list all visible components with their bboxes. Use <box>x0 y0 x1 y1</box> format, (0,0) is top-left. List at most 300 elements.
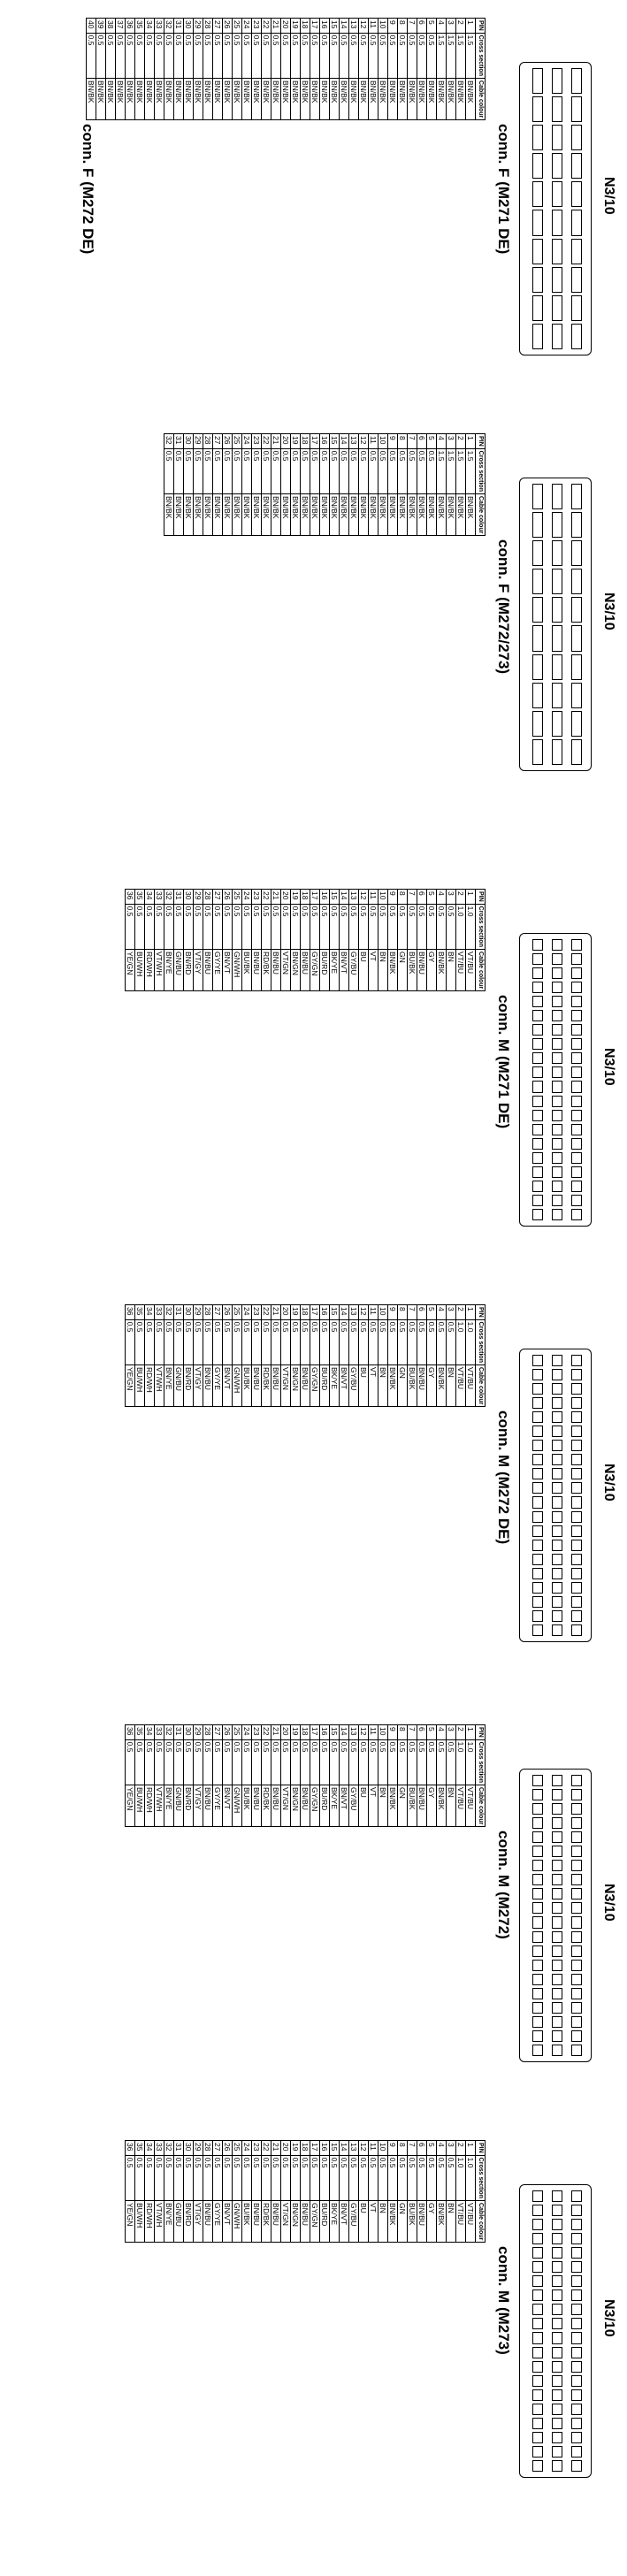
table-cell: 0.5 <box>340 448 349 493</box>
table-row <box>398 1305 408 1407</box>
pin-row <box>571 484 582 765</box>
table-cell: 0.5 <box>320 1739 330 1785</box>
table-row <box>213 2141 223 2243</box>
pin-socket <box>532 1831 543 1843</box>
table-cell: 0.5 <box>262 904 271 949</box>
table-cell: 21 <box>271 434 281 449</box>
table-cell: BN/BU <box>271 949 281 990</box>
table-row <box>242 890 252 991</box>
table-cell: BN <box>447 1364 456 1406</box>
pin-socket <box>532 2460 543 2472</box>
table-cell: 26 <box>223 2141 233 2156</box>
column-header: Cable colour <box>476 1364 486 1406</box>
table-cell: VT/GY <box>194 949 203 990</box>
table-row <box>427 1305 437 1407</box>
table-cell: 7 <box>408 890 417 905</box>
table-row <box>135 1305 145 1407</box>
table-cell: BN/BK <box>369 78 378 119</box>
table-cell: 20 <box>281 434 291 449</box>
pin-socket <box>571 2332 582 2343</box>
table-cell: BN/BK <box>437 2200 447 2242</box>
table-cell: BN/VT <box>340 949 349 990</box>
table-row <box>126 1305 135 1407</box>
table-cell: 13 <box>349 1725 359 1740</box>
table-cell: 0.5 <box>223 2155 233 2200</box>
table-cell: BU/BK <box>242 1785 252 1826</box>
table-cell: 0.5 <box>427 1319 437 1364</box>
table-row <box>233 2141 242 2243</box>
pin-socket <box>552 1038 562 1050</box>
table-cell: GY/BU <box>349 1364 359 1406</box>
table-cell: GN/WH <box>233 1364 242 1406</box>
connector-section <box>0 0 627 416</box>
pin-socket <box>571 2304 582 2315</box>
table-cell: 0.5 <box>340 1739 349 1785</box>
pin-socket <box>552 1511 562 1523</box>
table-row <box>378 1305 388 1407</box>
table-cell: YE/GN <box>126 1364 135 1406</box>
table-cell: 39 <box>96 19 106 34</box>
table-cell: 0.5 <box>252 448 262 493</box>
table-cell: 24 <box>242 434 252 449</box>
pin-socket <box>571 1831 582 1843</box>
connector-drawing <box>519 1769 592 2062</box>
table-cell: BN/BK <box>408 78 417 119</box>
pin-socket <box>571 2389 582 2401</box>
rotated-content <box>0 1287 627 1707</box>
table-cell: 0.5 <box>223 448 233 493</box>
pin-socket <box>571 2190 582 2202</box>
pin-row <box>552 1775 562 2056</box>
table-cell: 0.5 <box>87 33 96 78</box>
table-row <box>378 890 388 991</box>
pin-socket <box>552 484 562 509</box>
connector-title: conn. F (M271 DE) <box>495 124 512 255</box>
table-cell: 1.0 <box>456 2155 466 2200</box>
table-cell: RD/BK <box>262 1364 271 1406</box>
table-header-row <box>476 434 486 536</box>
table-row <box>349 2141 359 2243</box>
table-cell: BN/BU <box>301 1785 310 1826</box>
table-cell: 25 <box>233 890 242 905</box>
table-cell: 0.5 <box>340 1319 349 1364</box>
pin-socket <box>532 1511 543 1523</box>
table-row <box>164 434 174 536</box>
table-cell: 0.5 <box>349 2155 359 2200</box>
table-cell: VT/BU <box>456 949 466 990</box>
pin-socket <box>532 484 543 509</box>
table-cell: BN/BK <box>388 1364 398 1406</box>
pin-socket <box>571 982 582 993</box>
pin-table <box>125 889 486 991</box>
table-cell: 1.0 <box>456 1319 466 1364</box>
table-cell: 0.5 <box>164 448 174 493</box>
table-cell: 0.5 <box>369 448 378 493</box>
table-cell: 28 <box>203 1725 213 1740</box>
table-cell: 4 <box>437 2141 447 2156</box>
table-row <box>262 19 271 120</box>
pin-socket <box>552 654 562 680</box>
pin-socket <box>571 1096 582 1107</box>
table-cell: 0.5 <box>320 448 330 493</box>
table-cell: 0.5 <box>310 1739 320 1785</box>
table-cell: BU/WH <box>135 1785 145 1826</box>
table-cell: BN/BK <box>281 493 291 535</box>
pin-socket <box>552 2190 562 2202</box>
table-row <box>194 890 203 991</box>
table-cell: 0.5 <box>378 33 388 78</box>
table-cell: BK/YE <box>330 2200 340 2242</box>
table-cell: 8 <box>398 434 408 449</box>
table-cell: 0.5 <box>174 904 184 949</box>
column-header: Cross section <box>476 2155 486 2200</box>
pin-socket <box>532 1066 543 1078</box>
table-cell: 21 <box>271 890 281 905</box>
table-row <box>184 19 194 120</box>
pin-socket <box>532 1817 543 1829</box>
pin-socket <box>552 1525 562 1537</box>
table-row <box>213 1725 223 1827</box>
table-cell: 24 <box>242 19 252 34</box>
pin-socket <box>571 1383 582 1395</box>
table-cell: 0.5 <box>408 2155 417 2200</box>
table-cell: 29 <box>194 434 203 449</box>
table-row <box>398 1725 408 1827</box>
table-cell: RD/BK <box>262 1785 271 1826</box>
table-cell: 18 <box>301 1305 310 1320</box>
pin-socket <box>571 1024 582 1036</box>
table-cell: 0.5 <box>349 33 359 78</box>
table-cell: 0.5 <box>427 33 437 78</box>
table-row <box>349 890 359 991</box>
table-cell: BN/BK <box>233 493 242 535</box>
pin-socket <box>571 1888 582 1900</box>
pin-socket <box>532 2418 543 2429</box>
table-row <box>135 1725 145 1827</box>
table-row <box>271 1725 281 1827</box>
table-row <box>184 890 194 991</box>
table-cell: BN/BK <box>417 493 427 535</box>
pin-table <box>164 433 486 536</box>
table-cell: 3 <box>447 2141 456 2156</box>
pin-socket <box>532 1596 543 1608</box>
pin-socket <box>552 1775 562 1786</box>
table-cell: BN/BK <box>330 493 340 535</box>
pin-socket <box>552 1902 562 1914</box>
pin-socket <box>532 267 543 293</box>
table-cell: 24 <box>242 1305 252 1320</box>
table-row <box>184 434 194 536</box>
table-row <box>194 2141 203 2243</box>
table-cell: 26 <box>223 19 233 34</box>
table-row <box>164 1305 174 1407</box>
table-cell: BN/BU <box>271 1364 281 1406</box>
table-cell: 0.5 <box>437 1739 447 1785</box>
table-cell: BN/BK <box>359 78 369 119</box>
table-cell: 0.5 <box>417 1739 427 1785</box>
table-row <box>96 19 106 120</box>
table-cell: 27 <box>213 2141 223 2156</box>
table-cell: 0.5 <box>281 33 291 78</box>
table-row <box>291 2141 301 2243</box>
pin-row <box>552 68 562 349</box>
pin-row <box>552 939 562 1220</box>
table-cell: 3 <box>447 1305 456 1320</box>
table-cell: 0.5 <box>252 2155 262 2200</box>
pin-socket <box>571 1916 582 1928</box>
pin-row <box>552 1355 562 1636</box>
pin-socket <box>571 597 582 623</box>
table-cell: BU/BK <box>242 1364 252 1406</box>
table-cell: GY/YE <box>213 2200 223 2242</box>
table-cell: 0.5 <box>398 448 408 493</box>
table-row <box>310 434 320 536</box>
table-cell: BN/BK <box>174 493 184 535</box>
table-cell: 0.5 <box>281 2155 291 2200</box>
pin-socket <box>571 540 582 566</box>
table-cell: 8 <box>398 19 408 34</box>
pin-socket <box>571 1110 582 1121</box>
table-cell: BN/BU <box>252 2200 262 2242</box>
table-cell: RD/BK <box>262 2200 271 2242</box>
table-cell: 27 <box>213 19 223 34</box>
pin-socket <box>532 2247 543 2259</box>
pin-socket <box>552 1817 562 1829</box>
pin-socket <box>571 2219 582 2230</box>
table-cell: 0.5 <box>388 2155 398 2200</box>
table-row <box>417 19 427 120</box>
table-cell: 33 <box>155 1725 164 1740</box>
table-header-row <box>476 1725 486 1827</box>
pin-socket <box>571 2261 582 2273</box>
table-cell: 0.5 <box>427 2155 437 2200</box>
table-row <box>281 434 291 536</box>
table-cell: 0.5 <box>301 448 310 493</box>
pin-socket <box>571 484 582 509</box>
table-row <box>223 2141 233 2243</box>
table-row <box>155 890 164 991</box>
table-cell: 19 <box>291 19 301 34</box>
table-cell: 34 <box>145 19 155 34</box>
table-cell: 30 <box>184 19 194 34</box>
table-cell: 23 <box>252 1305 262 1320</box>
table-cell: 22 <box>262 19 271 34</box>
table-cell: 13 <box>349 19 359 34</box>
table-row <box>155 2141 164 2243</box>
pin-socket <box>552 2304 562 2315</box>
table-row <box>369 1725 378 1827</box>
pin-socket <box>552 2418 562 2429</box>
table-cell: BN/BK <box>271 78 281 119</box>
table-row <box>155 19 164 120</box>
table-cell: BN/BK <box>184 78 194 119</box>
table-cell: BN/VT <box>223 949 233 990</box>
table-cell: 0.5 <box>378 2155 388 2200</box>
table-cell: 0.5 <box>427 904 437 949</box>
table-row <box>320 1305 330 1407</box>
table-row <box>174 1305 184 1407</box>
table-cell: BN/BK <box>291 493 301 535</box>
pin-socket <box>532 239 543 264</box>
table-row <box>242 1725 252 1827</box>
table-cell: GY/BU <box>349 949 359 990</box>
pin-socket <box>571 1052 582 1064</box>
table-cell: VT/BU <box>466 2200 476 2242</box>
connector-drawing <box>519 933 592 1227</box>
table-cell: 0.5 <box>340 33 349 78</box>
table-row <box>359 434 369 536</box>
table-cell: GN/BU <box>174 1785 184 1826</box>
table-cell: 0.5 <box>262 1319 271 1364</box>
pin-socket <box>571 1152 582 1164</box>
pin-socket <box>532 2332 543 2343</box>
pin-socket <box>552 2275 562 2287</box>
table-cell: 0.5 <box>135 1739 145 1785</box>
table-cell: 18 <box>301 434 310 449</box>
table-cell: 0.5 <box>155 1319 164 1364</box>
table-cell: BK/YE <box>330 1785 340 1826</box>
table-cell: 35 <box>135 1725 145 1740</box>
table-cell: 35 <box>135 19 145 34</box>
table-cell: BN/BK <box>233 78 242 119</box>
table-cell: GY <box>427 2200 437 2242</box>
pin-socket <box>532 1209 543 1220</box>
pin-socket <box>571 2318 582 2329</box>
pin-socket <box>571 1010 582 1021</box>
table-row <box>301 434 310 536</box>
table-row <box>223 19 233 120</box>
table-cell: 2 <box>456 2141 466 2156</box>
table-cell: BN/BK <box>378 78 388 119</box>
pin-socket <box>552 2016 562 2028</box>
table-cell: 0.5 <box>174 1319 184 1364</box>
table-cell: 0.5 <box>233 904 242 949</box>
pin-socket <box>571 1209 582 1220</box>
table-cell: 2 <box>456 1305 466 1320</box>
table-row <box>437 434 447 536</box>
pin-socket <box>571 96 582 122</box>
table-cell: 15 <box>330 1725 340 1740</box>
table-row <box>340 890 349 991</box>
table-cell: 25 <box>233 1305 242 1320</box>
pin-socket <box>571 1624 582 1636</box>
table-cell: GN/BU <box>174 2200 184 2242</box>
pin-socket <box>571 181 582 207</box>
table-cell: 33 <box>155 19 164 34</box>
table-cell: BN/VT <box>340 2200 349 2242</box>
table-cell: 10 <box>378 1305 388 1320</box>
pin-socket <box>552 1860 562 1871</box>
table-cell: 9 <box>388 1305 398 1320</box>
table-cell: BN/BK <box>262 493 271 535</box>
table-cell: 0.5 <box>233 2155 242 2200</box>
table-cell: 23 <box>252 1725 262 1740</box>
table-cell: 0.5 <box>271 1739 281 1785</box>
table-cell: GY/YE <box>213 1364 223 1406</box>
table-cell: 0.5 <box>164 904 174 949</box>
table-cell: 6 <box>417 1305 427 1320</box>
table-cell: RD/WH <box>145 949 155 990</box>
table-row <box>359 19 369 120</box>
table-cell: 14 <box>340 890 349 905</box>
table-cell: 25 <box>233 19 242 34</box>
pin-socket <box>532 1181 543 1192</box>
table-row <box>369 19 378 120</box>
pin-socket <box>571 1181 582 1192</box>
pin-row <box>532 939 543 1220</box>
pin-socket <box>552 1846 562 1857</box>
pin-socket <box>532 2275 543 2287</box>
pin-socket <box>532 2318 543 2329</box>
table-cell: BN/BK <box>437 493 447 535</box>
table-row <box>252 1725 262 1827</box>
pin-socket <box>532 1024 543 1036</box>
table-cell: 1.5 <box>466 33 476 78</box>
table-cell: 0.5 <box>398 1739 408 1785</box>
pin-socket <box>571 1596 582 1608</box>
table-cell: 0.5 <box>242 33 252 78</box>
pin-socket <box>571 125 582 150</box>
pin-socket <box>532 1166 543 1178</box>
pin-socket <box>552 1383 562 1395</box>
table-cell: 19 <box>291 2141 301 2156</box>
table-cell: 1.0 <box>456 1739 466 1785</box>
table-cell: BN/BK <box>145 78 155 119</box>
table-cell: 27 <box>213 1305 223 1320</box>
table-cell: 0.5 <box>437 2155 447 2200</box>
table-cell: GN/WH <box>233 2200 242 2242</box>
table-cell: 9 <box>388 434 398 449</box>
table-cell: 10 <box>378 19 388 34</box>
table-cell: BN/BK <box>223 78 233 119</box>
table-cell: BN/BK <box>203 78 213 119</box>
table-cell: 0.5 <box>447 1739 456 1785</box>
table-cell: 0.5 <box>349 1319 359 1364</box>
table-cell: BN/BU <box>271 1785 281 1826</box>
table-cell: 0.5 <box>203 904 213 949</box>
pin-socket <box>571 2247 582 2259</box>
table-cell: 26 <box>223 890 233 905</box>
table-cell: BN/BK <box>369 493 378 535</box>
column-header: PIN <box>476 1305 486 1320</box>
table-cell: BN/BU <box>252 1785 262 1826</box>
table-cell: 23 <box>252 434 262 449</box>
table-cell: BU/BK <box>242 949 252 990</box>
pin-socket <box>532 210 543 235</box>
table-cell: BN/BU <box>271 2200 281 2242</box>
table-cell: BN/BK <box>135 78 145 119</box>
pin-socket <box>571 1846 582 1857</box>
table-row <box>233 434 242 536</box>
table-cell: 25 <box>233 2141 242 2156</box>
table-row <box>194 1305 203 1407</box>
table-cell: 16 <box>320 1305 330 1320</box>
pin-socket <box>552 96 562 122</box>
pin-socket <box>571 1496 582 1508</box>
table-cell: BN/BU <box>417 1785 427 1826</box>
table-cell: 14 <box>340 1305 349 1320</box>
table-cell: 0.5 <box>359 448 369 493</box>
pin-socket <box>571 1945 582 1957</box>
pin-socket <box>532 2205 543 2216</box>
pin-socket <box>571 1426 582 1437</box>
table-cell: 35 <box>135 890 145 905</box>
table-row <box>456 890 466 991</box>
pin-socket <box>571 2205 582 2216</box>
table-cell: 0.5 <box>408 1739 417 1785</box>
table-row <box>301 1305 310 1407</box>
table-row <box>281 1305 291 1407</box>
